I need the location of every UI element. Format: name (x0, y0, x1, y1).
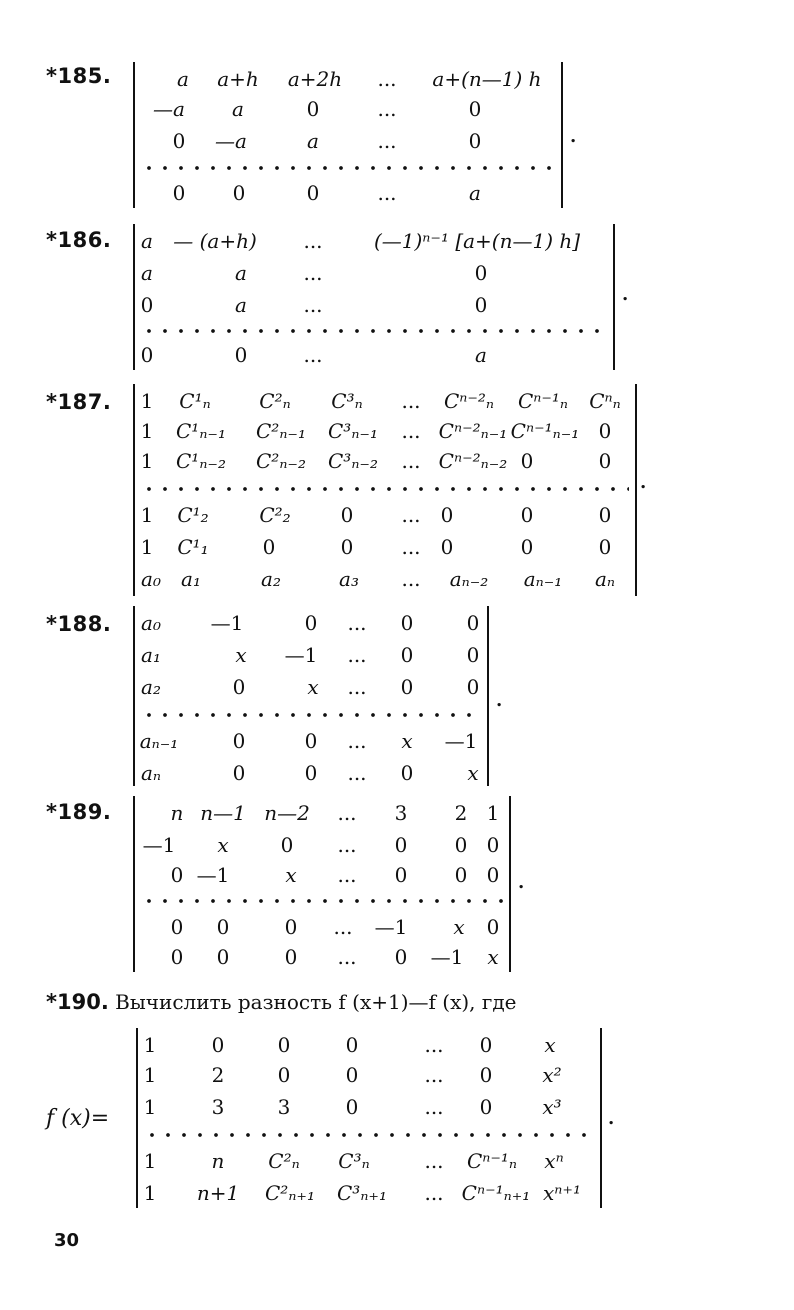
cell: Cⁿ⁻¹ₙ₋₁ (510, 419, 580, 443)
cell: 0 (400, 675, 414, 699)
cell: 1 (140, 449, 154, 473)
cell: x (285, 863, 297, 887)
cell: ... (303, 343, 323, 367)
cell: ... (377, 97, 397, 121)
cell: 1 (486, 801, 500, 825)
cell: C³ₙ (338, 1149, 370, 1173)
cell: C¹ₙ (179, 389, 211, 413)
dots-row (141, 165, 555, 171)
cell: 0 (304, 761, 318, 785)
cell: 1 (143, 1063, 157, 1087)
cell: 0 (170, 915, 184, 939)
cell: ... (333, 915, 353, 939)
cell: 0 (340, 535, 354, 559)
cell: a+h (217, 67, 259, 91)
cell: a (475, 343, 487, 367)
cell: ... (347, 675, 367, 699)
cell: a (141, 229, 153, 253)
cell: x² (542, 1063, 562, 1087)
cell: aₙ (594, 567, 616, 591)
cell: Cⁿ⁻²ₙ₋₂ (438, 449, 508, 473)
cell: 0 (280, 833, 294, 857)
cell: 0 (466, 675, 480, 699)
cell: a₁ (181, 567, 201, 591)
cell: C²ₙ (259, 389, 291, 413)
cell: 0 (170, 863, 184, 887)
cell: 0 (306, 97, 320, 121)
cell: 0 (466, 643, 480, 667)
cell: ... (337, 833, 357, 857)
cell: 0 (232, 181, 246, 205)
cell: a₁ (141, 643, 161, 667)
cell: C³ₙ (331, 389, 363, 413)
cell: 0 (345, 1095, 359, 1119)
cell: 0 (394, 833, 408, 857)
cell: 2 (211, 1063, 225, 1087)
cell: 0 (400, 611, 414, 635)
cell: x (467, 761, 479, 785)
cell: C²₂ (259, 503, 291, 527)
cell: ... (347, 611, 367, 635)
cell: n+1 (196, 1181, 240, 1205)
problem-190-statement (46, 990, 517, 1014)
cell: 0 (172, 181, 186, 205)
cell: x (401, 729, 413, 753)
problem-number-190: *190. (46, 990, 109, 1014)
cell: ... (337, 801, 357, 825)
cell: 0 (394, 863, 408, 887)
cell: C³ₙ₊₁ (337, 1181, 387, 1205)
dots-row (141, 712, 481, 718)
problem-number-186: *186. (46, 228, 112, 252)
cell: a+(n—1) h (432, 67, 542, 91)
cell: a (235, 293, 247, 317)
trailing-period: . (570, 126, 577, 147)
cell: C¹₂ (177, 503, 209, 527)
cell: ... (424, 1181, 444, 1205)
determinant-189 (133, 796, 511, 972)
cell: x (544, 1033, 556, 1057)
cell: ... (377, 129, 397, 153)
cell: 0 (304, 729, 318, 753)
cell: 0 (520, 535, 534, 559)
cell: —a (215, 129, 247, 153)
cell: aₙ₋₁ (139, 729, 179, 753)
cell: Cⁿ⁻²ₙ₋₁ (438, 419, 508, 443)
trailing-period: . (640, 472, 647, 493)
cell: C³ₙ₋₂ (328, 449, 378, 473)
cell: C³ₙ₋₁ (328, 419, 378, 443)
cell: 3 (394, 801, 408, 825)
cell: x (307, 675, 319, 699)
cell: —1 (284, 643, 318, 667)
cell: 1 (143, 1095, 157, 1119)
cell: a (235, 261, 247, 285)
cell: 1 (140, 503, 154, 527)
dots-row (144, 1132, 594, 1138)
cell: 1 (143, 1181, 157, 1205)
cell: 0 (284, 945, 298, 969)
cell: Cⁿ⁻¹ₙ (466, 1149, 518, 1173)
cell: 0 (394, 945, 408, 969)
cell: ... (377, 181, 397, 205)
dots-row (141, 328, 607, 334)
cell: 0 (277, 1063, 291, 1087)
cell: —1 (196, 863, 230, 887)
cell: 0 (454, 863, 468, 887)
cell: 0 (468, 129, 482, 153)
cell: aₙ (140, 761, 162, 785)
cell: Cⁿₙ (589, 389, 621, 413)
cell: 0 (474, 293, 488, 317)
cell: 1 (140, 389, 154, 413)
cell: a₂ (141, 675, 161, 699)
problem-text: Вычислить разность f (x+1)—f (x), где (115, 990, 517, 1014)
cell: x (453, 915, 465, 939)
cell: xⁿ (544, 1149, 564, 1173)
cell: 0 (262, 535, 276, 559)
cell: ... (401, 567, 421, 591)
cell: 0 (520, 503, 534, 527)
cell: ... (401, 535, 421, 559)
cell: 0 (479, 1063, 493, 1087)
cell: ... (337, 945, 357, 969)
cell: a (141, 261, 153, 285)
cell: 0 (216, 945, 230, 969)
cell: 0 (454, 833, 468, 857)
cell: —1 (210, 611, 244, 635)
dots-row (141, 898, 503, 904)
cell: C¹₁ (177, 535, 209, 559)
cell: ... (401, 389, 421, 413)
cell: ... (401, 449, 421, 473)
problem-number-187: *187. (46, 390, 112, 414)
cell: ... (424, 1063, 444, 1087)
cell: 3 (211, 1095, 225, 1119)
cell: 1 (140, 535, 154, 559)
cell: 0 (468, 97, 482, 121)
cell: 0 (304, 611, 318, 635)
cell: — (a+h) (173, 229, 257, 253)
cell: n (170, 801, 184, 825)
trailing-period: . (518, 872, 525, 893)
cell: a+2h (287, 67, 343, 91)
cell: 0 (306, 181, 320, 205)
cell: 0 (277, 1033, 291, 1057)
cell: 3 (277, 1095, 291, 1119)
cell: ... (347, 729, 367, 753)
cell: a₀ (141, 567, 161, 591)
cell: 0 (345, 1063, 359, 1087)
cell: 0 (486, 915, 500, 939)
problem-number-188: *188. (46, 612, 112, 636)
cell: 0 (520, 449, 534, 473)
trailing-period: . (608, 1108, 615, 1129)
cell: a₃ (339, 567, 359, 591)
cell: 1 (143, 1149, 157, 1173)
cell: 2 (454, 801, 468, 825)
cell: 1 (140, 419, 154, 443)
page-number: 30 (54, 1230, 80, 1251)
cell: C²ₙ₋₁ (256, 419, 306, 443)
determinant-187 (133, 384, 637, 596)
cell: 0 (466, 611, 480, 635)
cell: 0 (598, 535, 612, 559)
cell: C²ₙ₋₂ (256, 449, 306, 473)
cell: ... (424, 1033, 444, 1057)
cell: (—1)ⁿ⁻¹ [a+(n—1) h] (373, 229, 581, 253)
cell: C¹ₙ₋₁ (176, 419, 226, 443)
cell: n (211, 1149, 225, 1173)
cell: —1 (374, 915, 408, 939)
problem-number-185: *185. (46, 64, 112, 88)
cell: a (469, 181, 481, 205)
cell: ... (347, 761, 367, 785)
cell: 0 (140, 343, 154, 367)
cell: 0 (211, 1033, 225, 1057)
cell: 1 (143, 1033, 157, 1057)
cell: 0 (598, 449, 612, 473)
cell: 0 (340, 503, 354, 527)
cell: 0 (345, 1033, 359, 1057)
cell: 0 (474, 261, 488, 285)
cell: 0 (479, 1095, 493, 1119)
determinant-186 (133, 224, 615, 370)
cell: 0 (598, 503, 612, 527)
cell: a₂ (261, 567, 281, 591)
cell: Cⁿ⁻¹ₙ₊₁ (461, 1181, 531, 1205)
cell: xⁿ⁺¹ (543, 1181, 581, 1205)
problem-number-189: *189. (46, 800, 112, 824)
cell: 0 (234, 343, 248, 367)
cell: a (307, 129, 319, 153)
cell: 0 (486, 833, 500, 857)
cell: ... (424, 1149, 444, 1173)
cell: C²ₙ₊₁ (265, 1181, 315, 1205)
cell: ... (303, 261, 323, 285)
cell: —a (153, 97, 185, 121)
cell: 0 (486, 863, 500, 887)
cell: x³ (542, 1095, 562, 1119)
cell: a (232, 97, 244, 121)
cell: 0 (479, 1033, 493, 1057)
fx-label: f (x)= (46, 1106, 110, 1131)
cell: 0 (440, 503, 454, 527)
cell: aₙ₋₁ (523, 567, 563, 591)
cell: —1 (142, 833, 176, 857)
determinant-190 (136, 1028, 602, 1208)
cell: ... (377, 67, 397, 91)
cell: x (487, 945, 499, 969)
cell: ... (401, 419, 421, 443)
cell: —1 (430, 945, 464, 969)
cell: 0 (172, 129, 186, 153)
cell: Cⁿ⁻¹ₙ (517, 389, 569, 413)
cell: 0 (400, 761, 414, 785)
dots-row (141, 486, 629, 492)
cell: ... (303, 293, 323, 317)
cell: ... (337, 863, 357, 887)
cell: 0 (140, 293, 154, 317)
cell: ... (347, 643, 367, 667)
cell: 0 (598, 419, 612, 443)
cell: C²ₙ (268, 1149, 300, 1173)
cell: aₙ₋₂ (449, 567, 489, 591)
cell: 0 (400, 643, 414, 667)
cell: C¹ₙ₋₂ (176, 449, 226, 473)
cell: x (235, 643, 247, 667)
cell: x (217, 833, 229, 857)
cell: Cⁿ⁻²ₙ (443, 389, 495, 413)
determinant-185 (133, 62, 563, 208)
cell: a₀ (141, 611, 161, 635)
cell: ... (424, 1095, 444, 1119)
cell: 0 (170, 945, 184, 969)
cell: 0 (232, 729, 246, 753)
cell: 0 (232, 761, 246, 785)
trailing-period: . (496, 690, 503, 711)
determinant-188 (133, 606, 489, 786)
cell: a (177, 67, 189, 91)
cell: 0 (440, 535, 454, 559)
cell: n—1 (200, 801, 246, 825)
cell: 0 (232, 675, 246, 699)
cell: n—2 (264, 801, 310, 825)
cell: ... (401, 503, 421, 527)
cell: ... (303, 229, 323, 253)
cell: 0 (216, 915, 230, 939)
cell: —1 (444, 729, 478, 753)
cell: 0 (284, 915, 298, 939)
trailing-period: . (622, 284, 629, 305)
